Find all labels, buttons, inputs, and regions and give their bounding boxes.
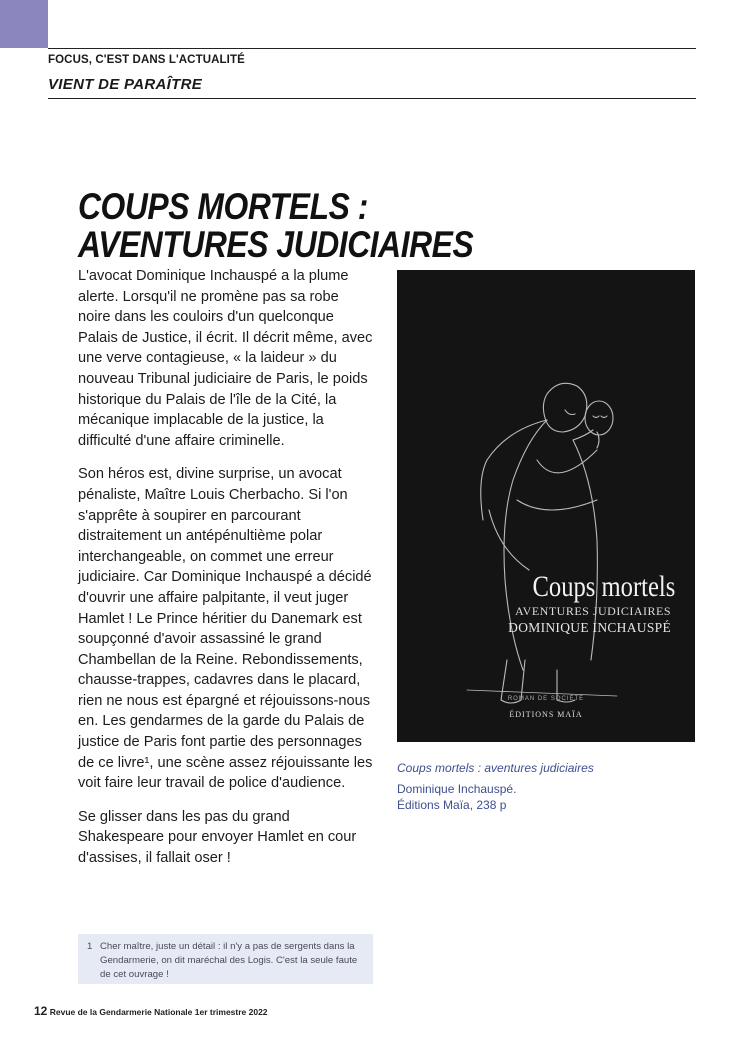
- book-caption: [397, 760, 697, 814]
- cover-title: Coups mortels: [532, 570, 676, 603]
- footnote-text: Cher maître, juste un détail : il n'y a pas de sergents dans la Gendarmerie, on dit maréchal des Logis. C'est la seule faute de cet ouvrage !: [100, 941, 358, 980]
- page-footer: [34, 1004, 268, 1018]
- page-number: 12: [34, 1004, 48, 1018]
- section-title: VIENT DE PARAÎTRE: [48, 76, 203, 93]
- cover-illustration: [397, 270, 695, 742]
- top-rule: [48, 48, 696, 49]
- color-tab: [0, 0, 48, 48]
- article-paragraph: L'avocat Dominique Inchauspé a la plume alerte. Lorsqu'il ne promène pas sa robe noire dans les couloirs d'un quelconque Palais de Justice, il écrit. Il décrit même, avec une verve contagieuse, « la laideur » du nouveau Tribunal judiciaire de Paris, le poids historique du Palais de l'île de la Cité, la mécanique implacable de la justice, la difficulté d'une affaire criminelle.: [78, 268, 373, 449]
- article-title-line2: AVENTURES JUDICIAIRES: [78, 224, 474, 265]
- article-title: [78, 188, 473, 264]
- cover-subtitle: AVENTURES JUDICIAIRES: [515, 604, 671, 618]
- cover-small-text: ROMAN DE SOCIÉTÉ: [507, 696, 585, 702]
- cover-author: DOMINIQUE INCHAUSPÉ: [508, 620, 671, 635]
- book-cover: [397, 270, 695, 742]
- article-title-line1: COUPS MORTELS :: [78, 186, 368, 227]
- article-paragraph: Se glisser dans les pas du grand Shakespeare pour envoyer Hamlet en cour d'assises, il fallait oser !: [78, 808, 357, 867]
- cover-publisher: ÉDITIONS MAÏA: [509, 710, 583, 719]
- publication-name: Revue de la Gendarmerie Nationale 1er trimestre 2022: [49, 1007, 268, 1017]
- article-paragraph: Son héros est, divine surprise, un avocat pénaliste, Maître Louis Cherbacho. Si l'on s'apprête à soupirer en parcourant distraitement un antépénultième polar interchangeable, on commet une erreur judiciaire. Car Dominique Inchauspé a décidé d'ouvrir une affaire palpitante, il veut juger Hamlet ! Le Prince héritier du Danemark est soupçonné d'avoir assassiné le grand Chambellan de la Reine. Rebondissements, chausse-trappes, cadavres dans le placard, rien ne nous est épargné et réjouissons-nous en. Les gendarmes de la garde du Palais de justice de Paris font partie des personnages de ce livre¹, une scène assez réjouissante les voit faire leur travail de police d'audience.: [78, 466, 373, 792]
- section-rule: [48, 98, 696, 99]
- caption-title: Coups mortels : aventures judiciaires: [397, 761, 594, 775]
- caption-publisher: Éditions Maïa, 238 p: [397, 798, 507, 812]
- caption-author: Dominique Inchauspé.: [397, 781, 517, 796]
- article-body: [78, 266, 373, 882]
- footnote-number: 1: [87, 941, 93, 952]
- section-label: FOCUS, C'EST DANS L'ACTUALITÉ: [48, 54, 245, 66]
- footnote: [78, 934, 373, 984]
